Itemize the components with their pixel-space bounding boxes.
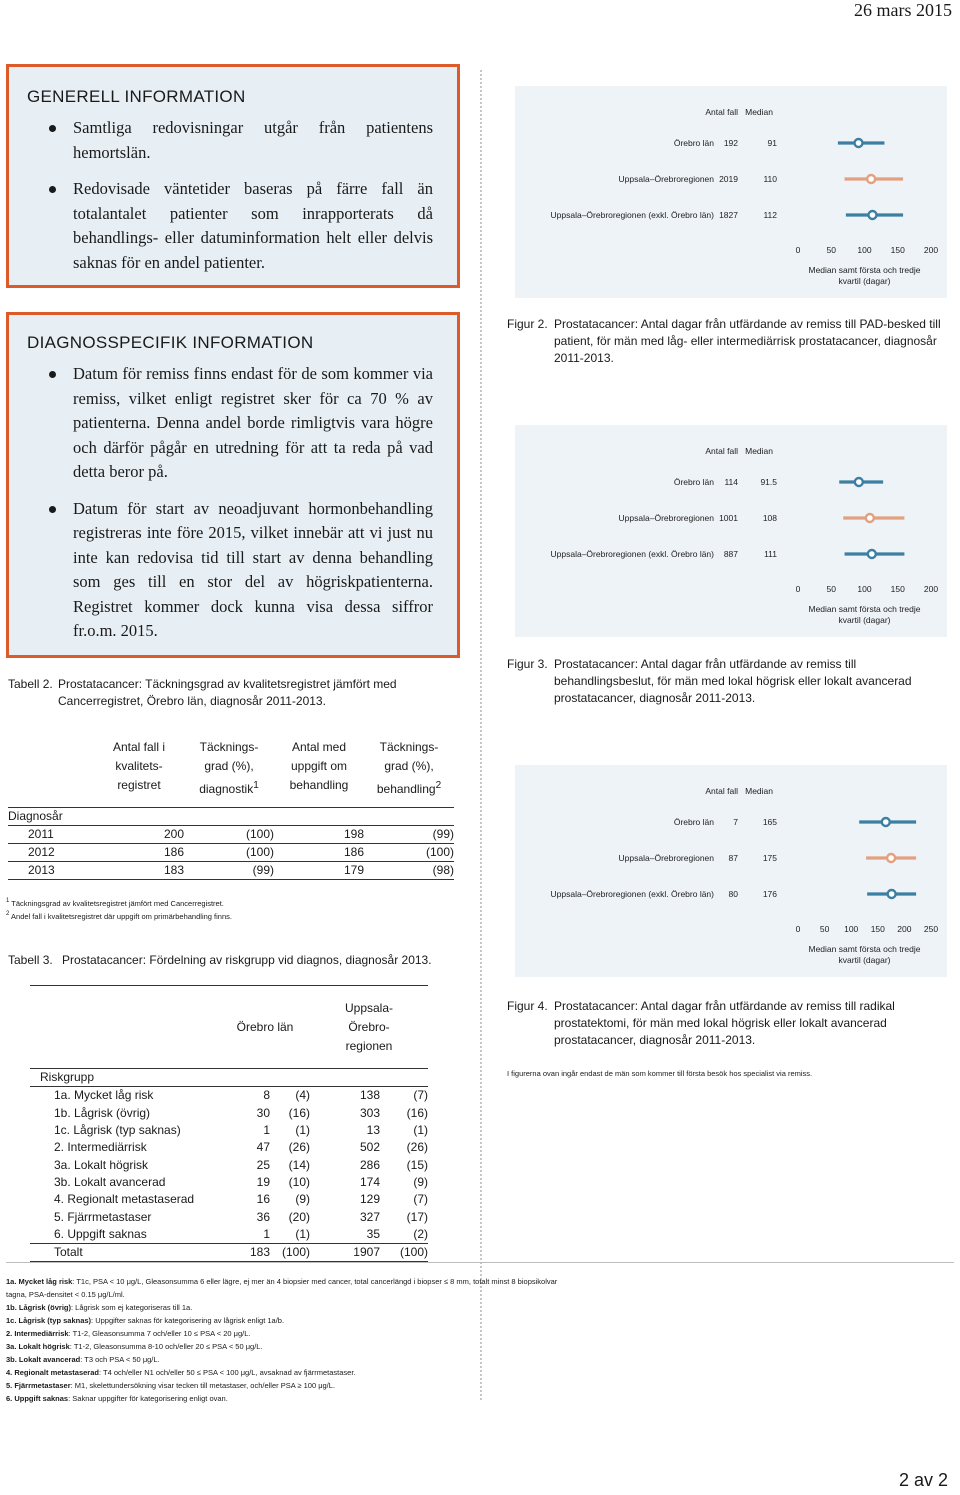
bullet-icon (49, 186, 56, 193)
x-tick-label: 150 (870, 924, 885, 934)
diag-info-bullet: Datum för start av neoadjuvant hormonbehandling registreras inte före 2015, vilket innebär att vi just nu inte kan redovisa tid till start av denna behandling som ges till en stor del av högriskpatienterna. Registret kommer dock kunna visa dessa siffror fr.o.m. 2015. (27, 497, 433, 644)
diag-info-title: DIAGNOSSPECIFIK INFORMATION (27, 333, 314, 352)
row-label: Örebro län (673, 138, 714, 148)
median-point (868, 550, 876, 558)
table-row: 2012 186 (100) 186 (100) (8, 844, 454, 862)
row-median: 176 (762, 889, 777, 899)
figure-caption: Figur 2. Prostatacancer: Antal dagar från utfärdande av remiss till PAD-besked till patient, för män med låg- eller intermediärrisk prostatacancer, diagnosår 2011-2013. (507, 317, 941, 365)
section-divider (6, 1262, 954, 1263)
median-point (866, 514, 874, 522)
diag-info-list (27, 362, 433, 644)
median-point (855, 139, 863, 147)
figures-note: I figurerna ovan ingår endast de män som kommer till första besök hos specialist via remiss. (507, 1069, 813, 1078)
col-header-antal: Antal fall (705, 786, 738, 796)
x-axis-label: Median samt första och tredje (808, 265, 921, 275)
row-count: 114 (724, 477, 738, 487)
table-row: 3a. Lokalt högrisk 25 (14) 286 (15) (54, 1157, 428, 1172)
general-info-bullet: Samtliga redovisningar utgår från patientens hemortslän. (27, 116, 433, 165)
x-tick-label: 200 (897, 924, 912, 934)
figure-caption: Figur 3. Prostatacancer: Antal dagar från utfärdande av remiss till behandlingsbeslut, för män med lokal högrisk eller lokalt avancerad prostatacancer, diagnosår 2011-2013. (507, 657, 912, 705)
row-label: Uppsala–Örebroregionen (618, 174, 714, 184)
x-axis-label: kvartil (dagar) (838, 276, 891, 286)
definition-line: 3a. Lokalt högrisk: T1-2, Gleasonsumma 8-10 och/eller 20 ≤ PSA < 50 μg/L. (6, 1342, 263, 1351)
dot-interval-chart (515, 765, 947, 977)
col-header-median: Median (745, 786, 773, 796)
table2-caption: Tabell 2. Prostatacancer: Täckningsgrad av kvalitetsregistret jämfört med Cancerregistret, Örebro län, diagnosår 2011-2013. (8, 677, 397, 708)
row-count: 192 (723, 138, 738, 148)
col-header: Antal med uppgift om behandling (289, 740, 349, 792)
definition-line: 1b. Lågrisk (övrig): Lågrisk som ej kategoriseras till 1a. (6, 1303, 193, 1312)
group-label: Diagnosår (8, 808, 454, 826)
row-count: 1827 (719, 210, 738, 220)
bullet-icon (49, 506, 56, 513)
col-header-antal: Antal fall (705, 107, 738, 117)
col-header: Örebro län (236, 1020, 294, 1034)
x-tick-label: 50 (826, 245, 836, 255)
table-row: 2013 183 (99) 179 (98) (8, 862, 454, 880)
row-label: Uppsala–Örebroregionen (618, 513, 714, 523)
table-row: Totalt 183 (100) 1907 (100) (30, 1243, 428, 1261)
riskgroup-table (30, 985, 428, 1262)
x-axis-label: Median samt första och tredje (808, 944, 921, 954)
col-header: Antal fall i kvalitets- registret (112, 740, 166, 792)
row-median: 111 (764, 549, 777, 559)
x-tick-label: 0 (795, 924, 801, 934)
x-tick-label: 150 (890, 245, 905, 255)
row-count: 87 (728, 853, 738, 863)
definition-line: 1c. Lågrisk (typ saknas): Uppgifter saknas för kategorisering av lågrisk enligt 1a/b. (6, 1316, 285, 1325)
row-label: Uppsala–Örebroregionen (exkl. Örebro län) (550, 549, 714, 559)
x-tick-label: 100 (857, 245, 872, 255)
row-median: 91 (767, 138, 777, 148)
chart-figure-3 (515, 425, 947, 637)
x-tick-label: 150 (890, 584, 905, 594)
bullet-icon (49, 371, 56, 378)
table3-caption: Tabell 3. Prostatacancer: Fördelning av riskgrupp vid diagnos, diagnosår 2013. (8, 953, 432, 967)
x-tick-label: 0 (795, 584, 801, 594)
table-row: 1b. Lågrisk (övrig) 30 (16) 303 (16) (54, 1105, 428, 1120)
dot-interval-chart (515, 425, 947, 637)
diag-info-box (6, 312, 460, 658)
median-point (855, 478, 863, 486)
definition-line: 3b. Lokalt avancerad: T3 och PSA < 50 μg/L. (6, 1355, 160, 1364)
x-tick-label: 250 (923, 924, 939, 934)
col-header: Täcknings- grad (%), behandling$^2$ (376, 740, 442, 796)
table-row: 1c. Lågrisk (typ saknas) 1 (1) 13 (1) (54, 1123, 428, 1138)
table2-footnote: $^1$ Täckningsgrad av kvalitetsregistret jämfört med Cancerregistret. (6, 898, 224, 908)
row-median: 110 (763, 174, 777, 184)
x-tick-label: 0 (795, 245, 801, 255)
table2-footnote: $^2$ Andel fall i kvalitetsregistret där uppgift om primärbehandling finns. (6, 911, 232, 921)
figure-caption: Figur 4. Prostatacancer: Antal dagar från utfärdande av remiss till radikal prostatektomi, för män med lokal högrisk eller lokalt avancerad prostatacancer, diagnosår 2011-2013. (507, 999, 895, 1047)
col-header-median: Median (745, 107, 773, 117)
col-header: Uppsala- Örebro- regionen (344, 1000, 394, 1053)
row-median: 175 (762, 853, 777, 863)
row-count: 80 (728, 889, 738, 899)
row-label: Örebro län (673, 817, 714, 827)
col-header: Täcknings- grad (%), diagnostik$^1$ (199, 740, 259, 796)
row-label: Uppsala–Örebroregionen (618, 853, 714, 863)
row-median: 91.5 (760, 477, 777, 487)
row-median: 108 (762, 513, 777, 523)
row-label: Uppsala–Örebroregionen (exkl. Örebro län) (550, 889, 714, 899)
definition-line: 1a. Mycket låg risk: T1c, PSA < 10 μg/L, Gleasonsumma 6 eller lägre, ej mer än 4 biopsier med cancer, total cancerlängd i biopser ≤ 8 mm, totalt minst 8 biopsikolvar tagna, PSA-densitet < 0.15 μg/L/ml. (6, 1277, 558, 1299)
general-info-box (6, 64, 460, 288)
row-count: 1001 (719, 513, 738, 523)
coverage-table (8, 730, 454, 880)
general-info-title: GENERELL INFORMATION (27, 87, 246, 106)
header-date: 26 mars 2015 (854, 0, 952, 20)
column-separator (480, 70, 482, 1400)
table-row: 1a. Mycket låg risk 8 (4) 138 (7) (30, 1087, 428, 1105)
table-row: 2011 200 (100) 198 (99) (8, 826, 454, 844)
median-point (868, 211, 876, 219)
median-point (887, 854, 895, 862)
general-info-bullet: Redovisade väntetider baseras på färre fall än totalantalet patienter som inrapporterats då behandlings- eller datuminformation helt eller delvis saknas för en andel patienter. (27, 177, 433, 275)
page-number: 2 av 2 (898, 1470, 948, 1490)
x-tick-label: 100 (844, 924, 859, 934)
row-label: Uppsala–Örebroregionen (exkl. Örebro län) (550, 210, 714, 220)
dot-interval-chart (515, 86, 947, 298)
x-tick-label: 50 (826, 584, 836, 594)
row-label: Örebro län (673, 477, 714, 487)
row-count: 887 (723, 549, 738, 559)
col-header-antal: Antal fall (705, 446, 738, 456)
median-point (888, 890, 896, 898)
x-tick-label: 200 (923, 584, 939, 594)
chart-figure-2 (515, 86, 947, 298)
row-median: 112 (763, 210, 777, 220)
col-header-median: Median (745, 446, 773, 456)
row-median: 165 (762, 817, 777, 827)
bullet-icon (49, 125, 56, 132)
x-tick-label: 100 (857, 584, 872, 594)
table-row: 5. Fjärrmetastaser 36 (20) 327 (17) (54, 1209, 428, 1224)
group-label: Riskgrupp (40, 1070, 95, 1085)
row-count: 7 (733, 817, 738, 827)
row-count: 2019 (719, 174, 738, 184)
table-row: 3b. Lokalt avancerad 19 (10) 174 (9) (54, 1174, 428, 1189)
table-row: 4. Regionalt metastaserad 16 (9) 129 (7) (54, 1192, 428, 1207)
definition-line: 4. Regionalt metastaserad: T4 och/eller N1 och/eller 50 ≤ PSA < 100 μg/L, avsaknad av fjärrmetastaser. (6, 1368, 356, 1377)
riskgroup-definitions (6, 1275, 566, 1405)
x-axis-label: kvartil (dagar) (838, 615, 891, 625)
table-row: 2. Intermediärrisk 47 (26) 502 (26) (54, 1140, 428, 1155)
definition-line: 2. Intermediärrisk: T1-2, Gleasonsumma 7 och/eller 10 ≤ PSA < 20 μg/L. (6, 1329, 251, 1338)
x-tick-label: 200 (923, 245, 939, 255)
x-axis-label: Median samt första och tredje (808, 604, 921, 614)
chart-figure-4 (515, 765, 947, 977)
median-point (882, 818, 890, 826)
median-point (867, 175, 875, 183)
definition-line: 5. Fjärrmetastaser: M1, skelettundersökning visar tecken till metastaser, och/eller PSA ≥ 100 μg/L. (6, 1381, 336, 1390)
definition-line: 6. Uppgift saknas: Saknar uppgifter för kategorisering enligt ovan. (6, 1394, 228, 1403)
x-axis-label: kvartil (dagar) (838, 955, 891, 965)
table-row: 6. Uppgift saknas 1 (1) 35 (2) (54, 1226, 428, 1241)
x-tick-label: 50 (819, 924, 830, 934)
general-info-list (27, 116, 433, 275)
diag-info-bullet: Datum för remiss finns endast för de som kommer via remiss, vilket enligt registret sker för ca 70 % av patienterna. Denna andel borde rimligtvis vara högre och därför pågår en utredning för att ta reda på vad detta beror på. (27, 362, 433, 485)
